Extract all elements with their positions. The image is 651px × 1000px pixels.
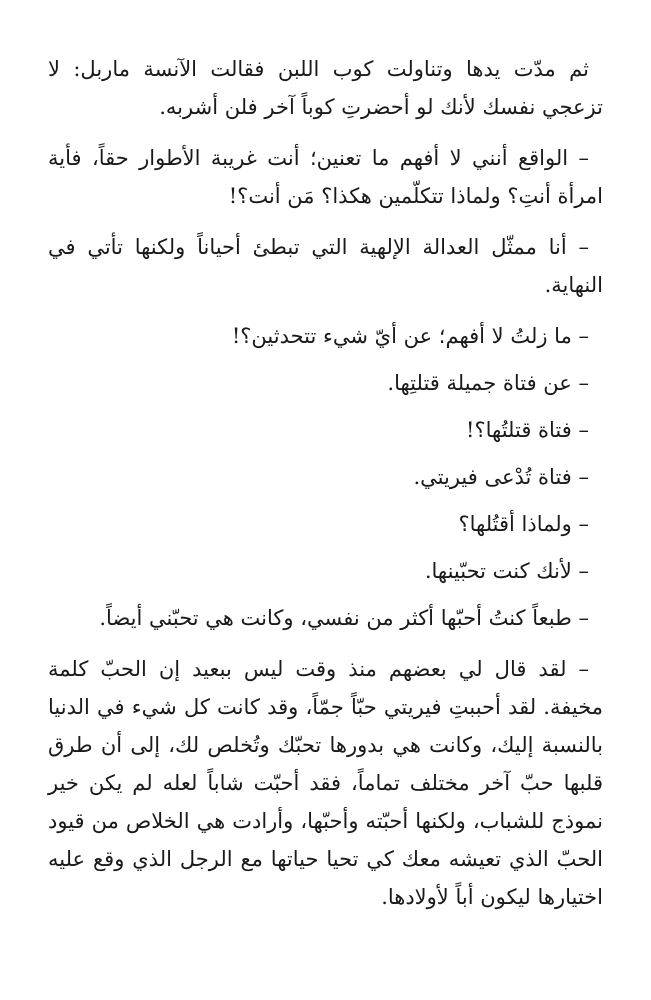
dialogue-line: – عن فتاة جميلة قتلتِها. (387, 371, 589, 395)
dialogue-line: – الواقع أنني لا أفهم ما تعنين؛ أنت غريبة الأطوار حقاً، فأية امرأة أنتِ؟ ولماذا تتكلّمين هكذا؟ مَن أنت؟! (48, 146, 603, 208)
book-page (48, 50, 603, 980)
dialogue-line: – لأنك كنت تحبّينها. (424, 559, 589, 583)
dialogue-line: – طبعاً كنتُ أحبّها أكثر من نفسي، وكانت هي تحبّني أيضاً. (99, 606, 589, 630)
dialogue-line: – فتاة قتلتُها؟! (466, 418, 589, 442)
paragraph-narration: ثم مدّت يدها وتناولت كوب اللبن فقالت الآنسة ماربل: لا تزعجي نفسك لأنك لو أحضرتِ كوباً آخر فلن أشربه. (48, 57, 603, 119)
dialogue-line: – فتاة تُدْعى فيريتي. (413, 465, 589, 489)
dialogue-line: – ما زلتُ لا أفهم؛ عن أيّ شيء تتحدثين؟! (231, 324, 589, 348)
dialogue-line: – لقد قال لي بعضهم منذ وقت ليس ببعيد إن الحبّ كلمة مخيفة. لقد أحببتِ فيريتي حبّاً جمّاً، وقد كانت كل شيء في الدنيا بالنسبة إليك، وكانت هي بدورها تحبّك وتُخلص لك، إلى أن طرق قلبها حبّ آخر مختلف تماماً، فقد أحبّت شاباً لعله لم يكن خير نموذج للشباب، ولكنها أحبّته وأحبّها، وأرادت هي الخلاص من قيود الحبّ الذي تعيشه معك كي تحيا حياتها مع الرجل الذي وقع عليه اختيارها ليكون أباً لأولادها. (48, 657, 603, 909)
dialogue-line: – أنا ممثّل العدالة الإلهية التي تبطئ أحياناً ولكنها تأتي في النهاية. (48, 235, 603, 297)
dialogue-line: – ولماذا أقتُلها؟ (458, 512, 589, 536)
